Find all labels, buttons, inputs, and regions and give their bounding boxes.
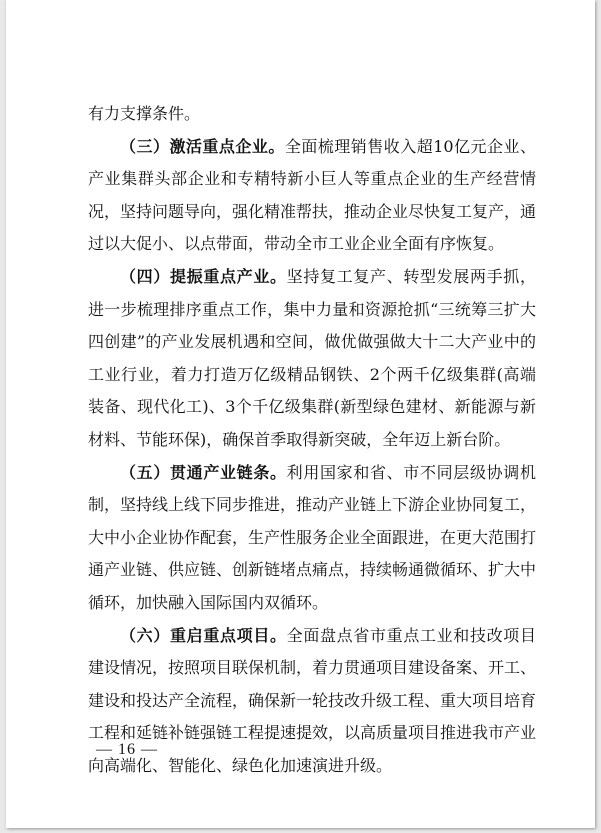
section-body: 全面梳理销售收入超10亿元企业、产业集群头部企业和专精特新小巨人等重点企业的生产经营情况，坚持问题导向，强化精准帮扶，推动企业尽快复工复产，通过以大促小、以点带面，带动全市工业企业全面有序恢复。 <box>88 136 537 254</box>
section-heading: （五）贯通产业链条。 <box>120 462 287 482</box>
section-body: 利用国家和省、市不同层级协调机制，坚持线上线下同步推进，推动产业链上下游企业协同复工，大中小企业协作配套，生产性服务企业全面跟进，在更大范围打通产业链、供应链、创新链堵点痛点，持续畅通微循环、扩大中循环，加快融入国际国内双循环。 <box>88 462 537 612</box>
section-body: 坚持复工复产、转型发展两手抓，进一步梳理排序重点工作，集中力量和资源抢抓“三统筹三扩大四创建”的产业发展机遇和空间，做优做强做大十二大产业中的工业行业，着力打造万亿级精品钢铁、2个两千亿级集群(高端装备、现代化工)、3个千亿级集群(新型绿色建材、新能源与新材料、节能环保)，确保首季取得新突破，全年迈上新台阶。 <box>88 266 536 449</box>
section-activate-key-enterprises <box>88 131 536 261</box>
page-number: — 16 — <box>96 741 158 758</box>
continuation-text: 有力支撑条件。 <box>88 104 201 123</box>
section-heading: （六）重启重点项目。 <box>120 625 287 645</box>
document-body <box>88 98 536 782</box>
section-heading: （三）激活重点企业。 <box>120 136 285 156</box>
section-boost-key-industries <box>88 261 536 457</box>
section-connect-industry-chain <box>88 457 536 620</box>
section-heading: （四）提振重点产业。 <box>120 266 287 286</box>
section-body: 全面盘点省市重点工业和技改项目建设情况，按照项目联保机制，着力贯通项目建设备案、开工、建设和投达产全流程，确保新一轮技改升级工程、重大项目培育工程和延链补链强链工程提速提效，以高质量项目推进我市产业向高端化、智能化、绿色化加速演进升级。 <box>88 625 537 775</box>
document-page <box>6 0 595 828</box>
